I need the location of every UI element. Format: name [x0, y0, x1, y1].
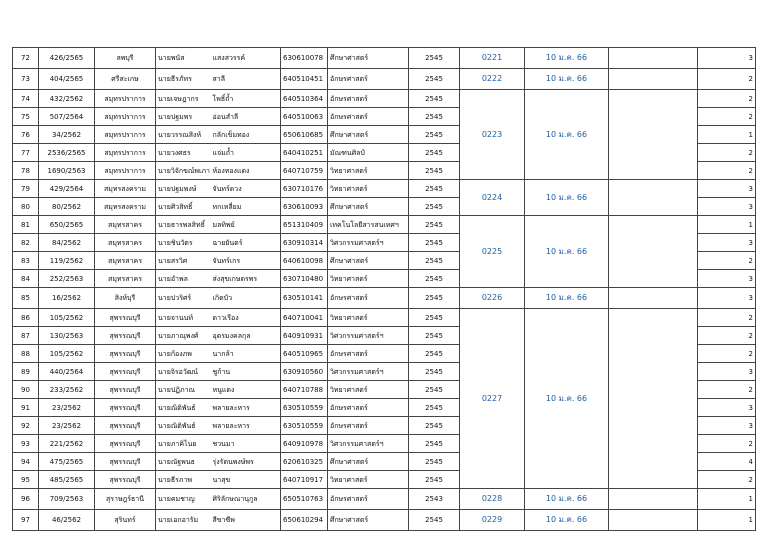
cell-ref: 23/2562 — [39, 399, 95, 417]
cell-no: 91 — [13, 399, 39, 417]
registration-table — [12, 47, 756, 531]
cell-no: 83 — [13, 252, 39, 270]
cell-first-name: นายณัฐพนธ — [156, 453, 211, 471]
cell-student-id: 620610325 — [281, 453, 328, 471]
cell-batch-date: 10 ม.ค. 66 — [525, 288, 609, 309]
cell-ref: 105/2562 — [39, 345, 95, 363]
cell-ref: 426/2565 — [39, 48, 95, 69]
cell-ref: 221/2562 — [39, 435, 95, 453]
cell-count: 3 — [698, 198, 756, 216]
cell-faculty: มัณฑนศิลป์ — [328, 144, 409, 162]
table-row — [13, 69, 756, 90]
cell-no: 85 — [13, 288, 39, 309]
cell-student-id: 640710788 — [281, 381, 328, 399]
cell-ref: 46/2562 — [39, 510, 95, 531]
cell-year: 2545 — [409, 471, 460, 489]
cell-faculty: ศึกษาศาสตร์ — [328, 252, 409, 270]
cell-last-name: ดาวเรือง — [211, 309, 281, 327]
cell-year: 2545 — [409, 144, 460, 162]
cell-ref: 119/2562 — [39, 252, 95, 270]
cell-no: 72 — [13, 48, 39, 69]
cell-faculty: อักษรศาสตร์ — [328, 69, 409, 90]
cell-no: 74 — [13, 90, 39, 108]
cell-faculty: อักษรศาสตร์ — [328, 90, 409, 108]
cell-count: 3 — [698, 180, 756, 198]
cell-batch-code: 0222 — [460, 69, 525, 90]
cell-province: สุราษฎร์ธานี — [95, 489, 156, 510]
cell-no: 94 — [13, 453, 39, 471]
cell-faculty: วิทยาศาสตร์ — [328, 180, 409, 198]
table-row — [13, 489, 756, 510]
cell-student-id: 630910560 — [281, 363, 328, 381]
cell-year: 2545 — [409, 90, 460, 108]
cell-last-name: ห้องทองแดง — [211, 162, 281, 180]
cell-last-name: ส่งสุขเกษตรพร — [211, 270, 281, 288]
cell-count: 2 — [698, 471, 756, 489]
cell-no: 89 — [13, 363, 39, 381]
cell-student-id: 640910978 — [281, 435, 328, 453]
cell-faculty: วิศวกรรมศาสตร์ฯ — [328, 234, 409, 252]
cell-student-id: 630710480 — [281, 270, 328, 288]
cell-first-name: นายวงศธร — [156, 144, 211, 162]
cell-last-name: พลายละหาร — [211, 399, 281, 417]
cell-batch-code: 0228 — [460, 489, 525, 510]
cell-ref: 507/2564 — [39, 108, 95, 126]
cell-faculty: อักษรศาสตร์ — [328, 417, 409, 435]
cell-batch-date: 10 ม.ค. 66 — [525, 309, 609, 489]
cell-batch-code: 0224 — [460, 180, 525, 216]
cell-first-name: นายธีรภาพ — [156, 471, 211, 489]
cell-student-id: 630510559 — [281, 399, 328, 417]
cell-last-name: มลทิพย์ — [211, 216, 281, 234]
cell-batch-code: 0225 — [460, 216, 525, 288]
cell-count: 3 — [698, 399, 756, 417]
cell-count: 2 — [698, 144, 756, 162]
cell-last-name: ฉายยันตร์ — [211, 234, 281, 252]
cell-first-name: นายคมชาญ — [156, 489, 211, 510]
cell-count: 2 — [698, 435, 756, 453]
cell-year: 2545 — [409, 288, 460, 309]
table-row — [13, 510, 756, 531]
cell-province: สุพรรณบุรี — [95, 399, 156, 417]
cell-student-id: 630610093 — [281, 198, 328, 216]
cell-year: 2545 — [409, 345, 460, 363]
cell-last-name: รุ่งรัตนพงษ์พร — [211, 453, 281, 471]
cell-faculty: เทคโนโลยีสารสนเทศฯ — [328, 216, 409, 234]
cell-last-name: สาลี — [211, 69, 281, 90]
cell-batch-code: 0227 — [460, 309, 525, 489]
cell-province: สมุทรปราการ — [95, 90, 156, 108]
cell-faculty: วิศวกรรมศาสตร์ฯ — [328, 327, 409, 345]
cell-ref: 23/2562 — [39, 417, 95, 435]
cell-no: 93 — [13, 435, 39, 453]
cell-year: 2545 — [409, 327, 460, 345]
cell-province: สุพรรณบุรี — [95, 309, 156, 327]
cell-first-name: นายอำพล — [156, 270, 211, 288]
cell-batch-code: 0223 — [460, 90, 525, 180]
cell-count: 4 — [698, 453, 756, 471]
cell-faculty: วิศวกรรมศาสตร์ฯ — [328, 363, 409, 381]
cell-province: สมุทรสาคร — [95, 252, 156, 270]
cell-faculty: อักษรศาสตร์ — [328, 108, 409, 126]
cell-first-name: นายปวริศร์ — [156, 288, 211, 309]
cell-last-name: อ่อนสำลี — [211, 108, 281, 126]
cell-count: 2 — [698, 252, 756, 270]
cell-first-name: นายศิวสิทธิ์ — [156, 198, 211, 216]
cell-first-name: นายปฏิภาณ — [156, 381, 211, 399]
cell-faculty: ศึกษาศาสตร์ — [328, 126, 409, 144]
cell-no: 79 — [13, 180, 39, 198]
table-row — [13, 180, 756, 198]
cell-count: 3 — [698, 288, 756, 309]
cell-year: 2545 — [409, 417, 460, 435]
cell-first-name: นายธารพลสิทธิ์ — [156, 216, 211, 234]
cell-first-name: นายก้องภพ — [156, 345, 211, 363]
cell-ref: 440/2564 — [39, 363, 95, 381]
cell-first-name: นายเจษฎากร — [156, 90, 211, 108]
cell-student-id: 640510063 — [281, 108, 328, 126]
cell-count: 2 — [698, 345, 756, 363]
cell-student-id: 640710041 — [281, 309, 328, 327]
cell-last-name: โพธิ์ถ้ำ — [211, 90, 281, 108]
cell-student-id: 640710759 — [281, 162, 328, 180]
cell-province: สุรินทร์ — [95, 510, 156, 531]
cell-no: 92 — [13, 417, 39, 435]
cell-province: สมุทรปราการ — [95, 162, 156, 180]
cell-ref: 485/2565 — [39, 471, 95, 489]
cell-student-id: 640510364 — [281, 90, 328, 108]
cell-year: 2545 — [409, 162, 460, 180]
cell-year: 2545 — [409, 453, 460, 471]
cell-blank — [609, 180, 698, 216]
cell-faculty: อักษรศาสตร์ — [328, 288, 409, 309]
cell-province: สมุทรปราการ — [95, 144, 156, 162]
cell-first-name: นายปฐมพงษ์ — [156, 180, 211, 198]
cell-year: 2543 — [409, 489, 460, 510]
cell-no: 88 — [13, 345, 39, 363]
cell-batch-date: 10 ม.ค. 66 — [525, 216, 609, 288]
cell-faculty: ศึกษาศาสตร์ — [328, 453, 409, 471]
cell-no: 73 — [13, 69, 39, 90]
cell-province: ลพบุรี — [95, 48, 156, 69]
cell-student-id: 650610294 — [281, 510, 328, 531]
cell-batch-code: 0229 — [460, 510, 525, 531]
cell-count: 1 — [698, 510, 756, 531]
cell-province: สมุทรสงคราม — [95, 180, 156, 198]
cell-batch-date: 10 ม.ค. 66 — [525, 180, 609, 216]
cell-year: 2545 — [409, 69, 460, 90]
cell-first-name: นายธีรภัทร — [156, 69, 211, 90]
cell-blank — [609, 510, 698, 531]
cell-first-name: นายจิรอวัฒน์ — [156, 363, 211, 381]
cell-province: สุพรรณบุรี — [95, 435, 156, 453]
cell-last-name: อุดรมงคลกุล — [211, 327, 281, 345]
cell-year: 2545 — [409, 270, 460, 288]
cell-student-id: 640710917 — [281, 471, 328, 489]
cell-last-name: นากล้า — [211, 345, 281, 363]
cell-province: สุพรรณบุรี — [95, 327, 156, 345]
cell-province: สมุทรปราการ — [95, 126, 156, 144]
cell-no: 84 — [13, 270, 39, 288]
cell-student-id: 640910931 — [281, 327, 328, 345]
cell-ref: 252/2563 — [39, 270, 95, 288]
cell-batch-date: 10 ม.ค. 66 — [525, 489, 609, 510]
cell-blank — [609, 309, 698, 489]
cell-count: 2 — [698, 69, 756, 90]
cell-faculty: อักษรศาสตร์ — [328, 399, 409, 417]
cell-ref: 429/2564 — [39, 180, 95, 198]
cell-year: 2545 — [409, 309, 460, 327]
cell-count: 2 — [698, 162, 756, 180]
cell-first-name: นายภาณุพงศ์ — [156, 327, 211, 345]
cell-faculty: วิทยาศาสตร์ — [328, 381, 409, 399]
cell-province: สุพรรณบุรี — [95, 417, 156, 435]
cell-faculty: วิทยาศาสตร์ — [328, 471, 409, 489]
cell-year: 2545 — [409, 363, 460, 381]
cell-batch-date: 10 ม.ค. 66 — [525, 48, 609, 69]
cell-first-name: นายชินวัตร — [156, 234, 211, 252]
cell-no: 76 — [13, 126, 39, 144]
cell-first-name: นายพนัส — [156, 48, 211, 69]
cell-province: สมุทรสาคร — [95, 234, 156, 252]
cell-no: 75 — [13, 108, 39, 126]
cell-last-name: พลายละหาร — [211, 417, 281, 435]
cell-ref: 2536/2565 — [39, 144, 95, 162]
cell-blank — [609, 216, 698, 288]
table-row — [13, 216, 756, 234]
cell-province: สมุทรปราการ — [95, 108, 156, 126]
cell-no: 96 — [13, 489, 39, 510]
cell-last-name: ชูก้าน — [211, 363, 281, 381]
cell-ref: 34/2562 — [39, 126, 95, 144]
cell-year: 2545 — [409, 399, 460, 417]
cell-ref: 404/2565 — [39, 69, 95, 90]
cell-student-id: 630610078 — [281, 48, 328, 69]
cell-ref: 16/2562 — [39, 288, 95, 309]
cell-no: 97 — [13, 510, 39, 531]
cell-faculty: วิศวกรรมศาสตร์ฯ — [328, 435, 409, 453]
cell-faculty: อักษรศาสตร์ — [328, 489, 409, 510]
cell-last-name: หนูแดง — [211, 381, 281, 399]
cell-blank — [609, 90, 698, 180]
cell-count: 1 — [698, 126, 756, 144]
table-row — [13, 90, 756, 108]
cell-faculty: วิทยาศาสตร์ — [328, 270, 409, 288]
cell-student-id: 650610685 — [281, 126, 328, 144]
cell-student-id: 640410251 — [281, 144, 328, 162]
cell-count: 3 — [698, 363, 756, 381]
cell-student-id: 630510141 — [281, 288, 328, 309]
cell-last-name: สีขาซีพ — [211, 510, 281, 531]
cell-no: 82 — [13, 234, 39, 252]
cell-student-id: 640510451 — [281, 69, 328, 90]
cell-first-name: นายวรรณสิงห์ — [156, 126, 211, 144]
cell-ref: 1690/2563 — [39, 162, 95, 180]
cell-first-name: นายวิจักขณ์พเภา — [156, 162, 211, 180]
cell-first-name: นายณิติพันธ์ — [156, 399, 211, 417]
cell-first-name: นายสรวิศ — [156, 252, 211, 270]
cell-ref: 105/2562 — [39, 309, 95, 327]
cell-batch-date: 10 ม.ค. 66 — [525, 69, 609, 90]
cell-no: 86 — [13, 309, 39, 327]
cell-last-name: ศิริลักษณานุกูล — [211, 489, 281, 510]
cell-last-name: ทกเหลี่ยม — [211, 198, 281, 216]
cell-count: 2 — [698, 381, 756, 399]
cell-faculty: วิทยาศาสตร์ — [328, 162, 409, 180]
cell-faculty: ศึกษาศาสตร์ — [328, 510, 409, 531]
cell-province: สมุทรสงคราม — [95, 198, 156, 216]
cell-ref: 650/2565 — [39, 216, 95, 234]
cell-first-name: นายจานนท์ — [156, 309, 211, 327]
cell-province: ศรีสะเกษ — [95, 69, 156, 90]
cell-year: 2545 — [409, 198, 460, 216]
cell-year: 2545 — [409, 216, 460, 234]
cell-last-name: แสงสวรรค์ — [211, 48, 281, 69]
cell-year: 2545 — [409, 252, 460, 270]
cell-year: 2545 — [409, 126, 460, 144]
table-row — [13, 48, 756, 69]
cell-year: 2545 — [409, 48, 460, 69]
cell-count: 2 — [698, 90, 756, 108]
cell-no: 81 — [13, 216, 39, 234]
table-row — [13, 288, 756, 309]
cell-count: 2 — [698, 309, 756, 327]
cell-ref: 130/2563 — [39, 327, 95, 345]
cell-batch-code: 0226 — [460, 288, 525, 309]
cell-faculty: วิทยาศาสตร์ — [328, 309, 409, 327]
cell-count: 3 — [698, 48, 756, 69]
cell-faculty: อักษรศาสตร์ — [328, 345, 409, 363]
cell-no: 77 — [13, 144, 39, 162]
cell-batch-date: 10 ม.ค. 66 — [525, 510, 609, 531]
cell-count: 3 — [698, 270, 756, 288]
cell-province: สุพรรณบุรี — [95, 453, 156, 471]
cell-province: สุพรรณบุรี — [95, 345, 156, 363]
cell-student-id: 640610098 — [281, 252, 328, 270]
cell-ref: 709/2563 — [39, 489, 95, 510]
cell-province: สุพรรณบุรี — [95, 381, 156, 399]
cell-student-id: 630910314 — [281, 234, 328, 252]
cell-last-name: แจ่มถ้ำ — [211, 144, 281, 162]
cell-count: 2 — [698, 327, 756, 345]
cell-no: 95 — [13, 471, 39, 489]
cell-blank — [609, 69, 698, 90]
cell-ref: 475/2565 — [39, 453, 95, 471]
table-row — [13, 309, 756, 327]
cell-province: สุพรรณบุรี — [95, 471, 156, 489]
cell-count: 1 — [698, 216, 756, 234]
cell-year: 2545 — [409, 108, 460, 126]
cell-no: 78 — [13, 162, 39, 180]
cell-last-name: กลักเข็มทอง — [211, 126, 281, 144]
cell-ref: 80/2562 — [39, 198, 95, 216]
cell-year: 2545 — [409, 510, 460, 531]
cell-no: 80 — [13, 198, 39, 216]
cell-province: สุพรรณบุรี — [95, 363, 156, 381]
cell-no: 87 — [13, 327, 39, 345]
cell-student-id: 640510965 — [281, 345, 328, 363]
cell-batch-code: 0221 — [460, 48, 525, 69]
cell-student-id: 630710176 — [281, 180, 328, 198]
cell-batch-date: 10 ม.ค. 66 — [525, 90, 609, 180]
cell-year: 2545 — [409, 234, 460, 252]
cell-no: 90 — [13, 381, 39, 399]
cell-province: สมุทรสาคร — [95, 216, 156, 234]
cell-last-name: จันทร์เกร — [211, 252, 281, 270]
cell-year: 2545 — [409, 435, 460, 453]
cell-year: 2545 — [409, 180, 460, 198]
cell-blank — [609, 48, 698, 69]
cell-first-name: นายเอกอารัม — [156, 510, 211, 531]
cell-last-name: นาสุข — [211, 471, 281, 489]
cell-student-id: 651310409 — [281, 216, 328, 234]
cell-first-name: นายณิติพันธ์ — [156, 417, 211, 435]
cell-first-name: นายภาคิไนย — [156, 435, 211, 453]
cell-ref: 84/2562 — [39, 234, 95, 252]
cell-last-name: เกิดบัว — [211, 288, 281, 309]
cell-student-id: 630510559 — [281, 417, 328, 435]
cell-student-id: 650510763 — [281, 489, 328, 510]
cell-last-name: ชวนมา — [211, 435, 281, 453]
cell-count: 1 — [698, 489, 756, 510]
cell-count: 3 — [698, 234, 756, 252]
cell-faculty: ศึกษาศาสตร์ — [328, 198, 409, 216]
cell-count: 2 — [698, 108, 756, 126]
cell-blank — [609, 489, 698, 510]
cell-faculty: ศึกษาศาสตร์ — [328, 48, 409, 69]
cell-province: สิงห์บุรี — [95, 288, 156, 309]
cell-blank — [609, 288, 698, 309]
cell-province: สมุทรสาคร — [95, 270, 156, 288]
cell-ref: 233/2562 — [39, 381, 95, 399]
cell-ref: 432/2562 — [39, 90, 95, 108]
cell-last-name: จันทร์ดวง — [211, 180, 281, 198]
cell-first-name: นายปฐมพร — [156, 108, 211, 126]
cell-count: 3 — [698, 417, 756, 435]
cell-year: 2545 — [409, 381, 460, 399]
